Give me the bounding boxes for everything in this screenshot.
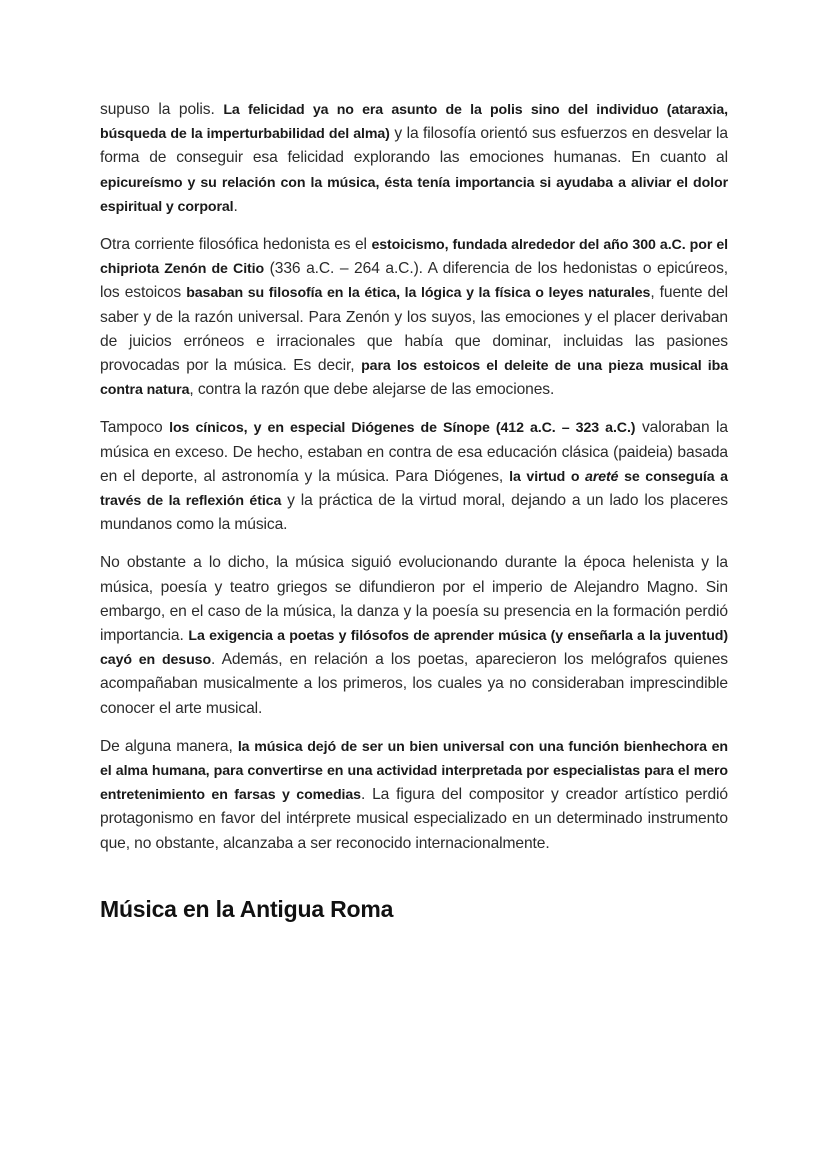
italic-term: areté: [585, 468, 619, 485]
text-run: y la filosofía orientó sus esfuerzos en desvelar la forma de conseguir esa felicidad explorando las emociones humanas. En cuanto al: [100, 125, 728, 167]
bold-run: estoicismo, fundada alrededor del año 300 a.C. por el chipriota Zenón de Citio: [100, 237, 728, 278]
text-run: Tampoco: [100, 419, 170, 437]
text-run: (336 a.C. – 264 a.C.). A diferencia de los hedonistas o epicúreos, los estoicos: [100, 260, 729, 302]
paragraph-4: [100, 551, 728, 720]
text-run: , contra la razón que debe alejarse de las emociones.: [189, 381, 555, 399]
text-run: y la práctica de la virtud moral, dejando a un lado los placeres mundanos como la música.: [100, 492, 729, 534]
text-run: supuso la polis.: [100, 101, 224, 118]
bold-run: la música dejó de ser un bien universal con una función bienhechora en el alma humana, para convertirse en una actividad interpretada por especialistas para el mero entretenimiento en farsas y comedias: [100, 738, 728, 804]
paragraph-3: [100, 416, 728, 537]
document-body: [100, 98, 728, 923]
text-run: .: [233, 197, 238, 215]
text-run: , fuente del saber y de la razón universal. Para Zenón y los suyos, las emociones y el placer derivaban de juicios erróneos e irracionales que había que dominar, incluidas las pasiones provocadas por la música. Es decir,: [100, 284, 729, 375]
bold-run: para los estoicos el deleite de una pieza musical iba contra natura: [100, 358, 729, 399]
text-run: valoraban la música en exceso. De hecho, estaban en contra de esa educación clásica (paideia) basada en el deporte, al astronomía y la música. Para Diógenes,: [100, 419, 728, 485]
text-run: No obstante a lo dicho, la música siguió evolucionando durante la época helenista y la música, poesía y teatro griegos se difundieron por el imperio de Alejandro Magno. Sin embargo, en el caso de la música, la danza y la poesía su presencia en la formación perdió importancia.: [100, 554, 728, 645]
text-run: Otra corriente filosófica hedonista es el: [100, 236, 372, 254]
paragraph-1: [100, 98, 728, 219]
paragraph-2: [100, 233, 728, 402]
bold-run-part: se conseguía a través de la reflexión ética: [100, 468, 728, 510]
text-run: . Además, en relación a los poetas, aparecieron los melógrafos quienes acompañaban musicalmente a los primeros, los cuales ya no consideraban imprescindible conocer el arte musical.: [100, 651, 728, 717]
text-run: De alguna manera,: [100, 737, 238, 755]
bold-run: La felicidad ya no era asunto de la polis sino del individuo (ataraxia, búsqueda de la imperturbabilidad del alma): [100, 102, 729, 143]
bold-run: los cínicos, y en especial Diógenes de Sínope (412 a.C. – 323 a.C.): [169, 420, 636, 437]
text-run: . La figura del compositor y creador artístico perdió protagonismo en favor del intérprete musical especializado en un determinado instrumento que, no obstante, alcanzaba a ser reconocido internacionalmente.: [100, 786, 728, 852]
paragraph-5: [100, 735, 728, 856]
bold-run-part: la virtud o: [509, 468, 586, 485]
bold-run: La exigencia a poetas y filósofos de aprender música (y enseñarla a la juventud) cayó en desuso: [100, 628, 728, 669]
bold-run: basaban su filosofía en la ética, la lógica y la física o leyes naturales: [186, 285, 651, 302]
section-heading: Música en la Antigua Roma: [100, 895, 394, 922]
bold-run: epicureísmo y su relación con la música, ésta tenía importancia si ayudaba a aliviar el dolor espiritual y corporal: [100, 174, 728, 215]
